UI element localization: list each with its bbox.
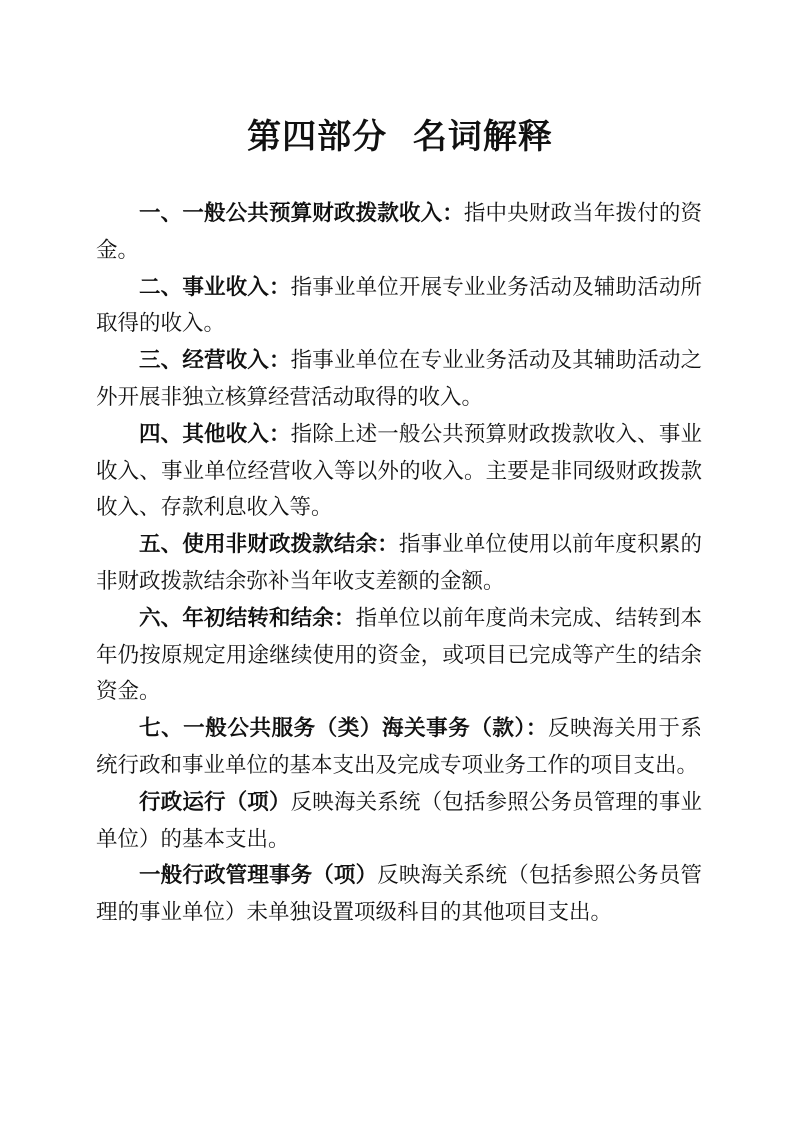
- glossary-item-carryover-and-balance: [96, 601, 702, 711]
- glossary-item-general-administrative-affairs: [96, 858, 702, 932]
- glossary-definition: 指中央财政当年拨付的资金。: [96, 201, 702, 263]
- glossary-term: 一、一般公共预算财政拨款收入：: [139, 201, 464, 226]
- glossary-definition: 指事业单位在专业业务活动及其辅助活动之外开展非独立核算经营活动取得的收入。: [96, 348, 702, 410]
- glossary-definition: 指除上述一般公共预算财政拨款收入、事业收入、事业单位经营收入等以外的收入。主要是非同级财政拨款收入、存款利息收入等。: [96, 421, 702, 521]
- glossary-item-administrative-operation: [96, 785, 702, 859]
- glossary-term: 三、经营收入：: [139, 348, 291, 374]
- glossary-item-business-income: [96, 270, 702, 344]
- glossary-definition: 反映海关系统（包括参照公务员管理的事业单位）的基本支出。: [96, 789, 702, 852]
- glossary-item-general-budget-appropriation-income: [96, 196, 702, 270]
- glossary-definition: 指单位以前年度尚未完成、结转到本年仍按原规定用途继续使用的资金，或项目已完成等产生的结余资金。: [96, 605, 702, 705]
- glossary-item-operating-income: [96, 343, 702, 417]
- glossary-definition: 反映海关用于系统行政和事业单位的基本支出及完成专项业务工作的项目支出。: [96, 716, 702, 778]
- glossary-term: 七、一般公共服务（类）海关事务（款）：: [139, 716, 548, 742]
- glossary-term: 六、年初结转和结余：: [139, 605, 356, 631]
- glossary-item-non-fiscal-balance-use: [96, 527, 702, 601]
- glossary-term: 四、其他收入：: [139, 421, 291, 447]
- glossary-term: 一般行政管理事务（项）: [139, 863, 378, 889]
- glossary-item-other-income: [96, 417, 702, 527]
- glossary-definition: 指事业单位开展专业业务活动及辅助活动所取得的收入。: [96, 274, 702, 337]
- glossary-definition: 指事业单位使用以前年度积累的非财政拨款结余弥补当年收支差额的金额。: [96, 532, 702, 594]
- glossary-term: 二、事业收入：: [139, 274, 291, 300]
- glossary-definition: 反映海关系统（包括参照公务员管理的事业单位）未单独设置项级科目的其他项目支出。: [96, 863, 702, 926]
- page-title: 第四部分 名词解释: [247, 117, 553, 157]
- glossary-item-customs-affairs: [96, 711, 702, 785]
- glossary-term: 五、使用非财政拨款结余：: [139, 532, 399, 558]
- glossary-term: 行政运行（项）: [139, 789, 291, 815]
- glossary-body: [96, 196, 702, 932]
